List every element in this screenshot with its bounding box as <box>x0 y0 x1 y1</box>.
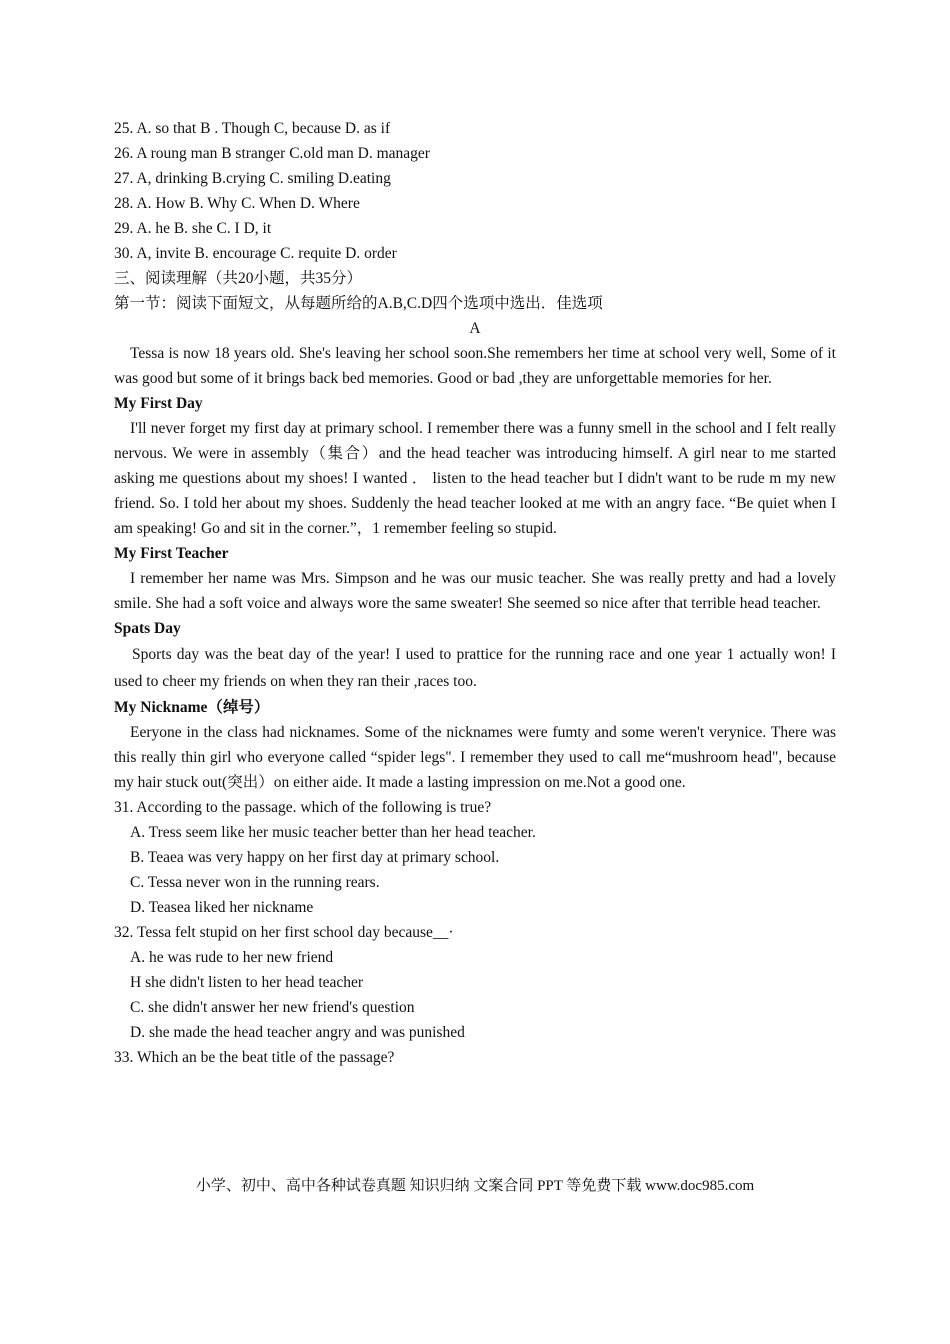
question-32 <box>114 920 836 1045</box>
option-line-30: 30. A, invite B. encourage C. requite D. order <box>114 245 397 262</box>
question-31 <box>114 795 836 920</box>
question-stem: 32. Tessa felt stupid on her first school day because__· <box>114 924 454 941</box>
document-page <box>114 116 836 1070</box>
option-line-26: 26. A roung man B stranger C.old man D. manager <box>114 145 430 162</box>
passage-intro <box>114 341 836 391</box>
option-list <box>114 116 836 266</box>
option-line-29: 29. A. he B. she C. I D, it <box>114 220 272 237</box>
choice-b: H she didn't listen to her head teacher <box>130 974 364 991</box>
question-stem: 31. According to the passage. which of the following is true? <box>114 799 492 816</box>
sports-day-text: Sports day was the beat day of the year! I used to prattice for the running race and one year 1 actually won! I used to cheer my friends on when they ran their ,races too. <box>114 646 836 690</box>
choice-d: D. she made the head teacher angry and was punished <box>130 1024 465 1041</box>
section-heading-first-teacher: My First Teacher <box>114 545 229 562</box>
section-instruction: 第一节：阅读下面短文，从每题所给的A.B,C.D四个选项中选出．佳选项 <box>114 295 603 312</box>
question-33 <box>114 1045 836 1070</box>
choice-d: D. Teasea liked her nickname <box>130 899 314 916</box>
section-title: 三、阅读理解（共20小题，共35分） <box>114 270 363 287</box>
section-body-first-teacher <box>114 566 836 616</box>
option-line-25: 25. A. so that B . Though C, because D. as if <box>114 120 391 137</box>
choice-a: A. Tress seem like her music teacher better than her head teacher. <box>130 824 536 841</box>
choice-b: B. Teaea was very happy on her first day at primary school. <box>130 849 500 866</box>
question-stem: 33. Which an be the beat title of the passage? <box>114 1049 395 1066</box>
choice-c: C. she didn't answer her new friend's question <box>130 999 415 1016</box>
nickname-text: Eeryone in the class had nicknames. Some of the nicknames were fumty and some weren't verynice. There was this really thin girl who everyone called “spider legs". I remember they used to call me“mushroom head", because my hair stuck out(突出）on either aide. It made a lasting impression on me.Not a good one. <box>114 724 836 791</box>
choice-a: A. he was rude to her new friend <box>130 949 334 966</box>
option-line-28: 28. A. How B. Why C. When D. Where <box>114 195 360 212</box>
option-line-27: 27. A, drinking B.crying C. smiling D.eating <box>114 170 391 187</box>
first-day-text: I'll never forget my first day at primary school. I remember there was a funny smell in the school and I felt really nervous. We were in assembly（集合）and the head teacher was introducing himself. A girl near to me started asking me questions about my shoes! I wanted ． listen to the head teacher but I didn't want to be rude m my new friend. So. I told her about my shoes. Suddenly the head teacher looked at me with an angry face. “Be quiet when I am speaking! Go and sit in the corner.”，1 remember feeling so stupid. <box>114 420 836 537</box>
page-footer: 小学、初中、高中各种试卷真题 知识归纳 文案合同 PPT 等免费下载 www.doc985.com <box>195 1178 755 1194</box>
intro-text: Tessa is now 18 years old. She's leaving her school soon.She remembers her time at school very well, Some of it was good but some of it brings back bed memories. Good or bad ,they are unforgettable memories for her. <box>114 345 836 387</box>
first-teacher-text: I remember her name was Mrs. Simpson and he was our music teacher. She was really pretty and had a lovely smile. She had a soft voice and always wore the same sweater! She seemed so nice after that terrible head teacher. <box>114 570 836 612</box>
section-heading-nickname: My Nickname（绰号） <box>114 699 270 716</box>
section-heading-first-day: My First Day <box>114 395 203 412</box>
passage-label: A <box>469 320 481 337</box>
section-heading-sports-day: Spats Day <box>114 620 181 637</box>
section-body-sports-day <box>114 641 836 695</box>
section-body-nickname <box>114 720 836 795</box>
section-body-first-day <box>114 416 836 541</box>
choice-c: C. Tessa never won in the running rears. <box>130 874 380 891</box>
